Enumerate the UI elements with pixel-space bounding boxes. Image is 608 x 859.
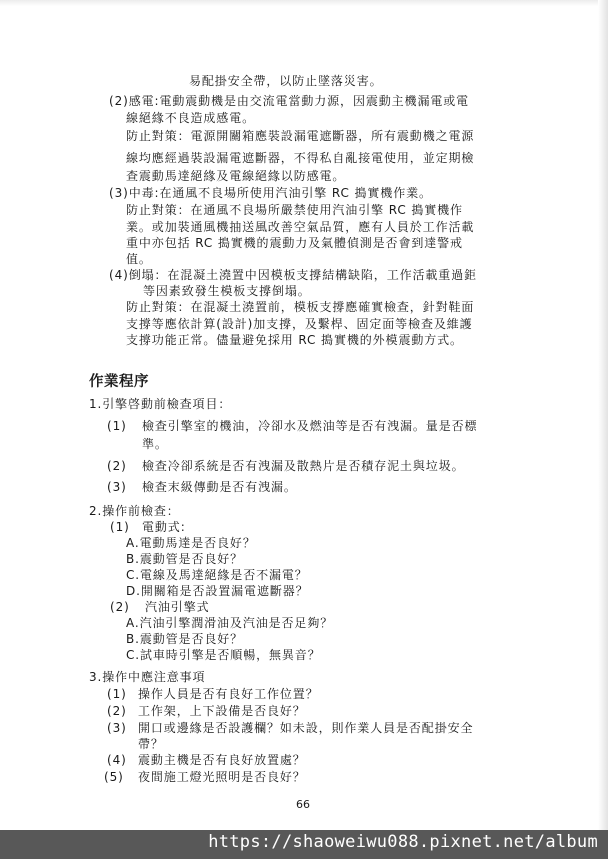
watermark-bar [0,830,608,859]
check-item: 工作架，上下設備是否良好？ [138,704,306,718]
check-item: 夜間施工燈光照明是否良好？ [138,770,306,784]
text-line: 線均應經過裝設漏電遮斷器，不得私自亂接電使用，並定期檢 [126,151,475,165]
section-2-title: 2.操作前檢查： [89,504,180,518]
item-number: (3) [107,721,127,735]
group-gasoline: 汽油引擎式 [145,600,210,614]
text-line: 易配掛安全帶，以防止墜落災害。 [189,74,383,88]
text-line: 查震動馬達絕緣及電線絕緣以防感電。 [126,169,346,183]
section-3-title: 3.操作中應注意事項 [89,670,206,684]
check-item: B.震動管是否良好？ [126,552,244,566]
check-item-cont: 準。 [142,437,168,451]
check-item: 檢查冷卻系統是否有洩漏及散熱片是否積存泥土與垃圾。 [142,459,465,473]
watermark-url: https://shaoweiwu088.pixnet.net/album [208,832,598,852]
text-line: 支撐等應依計算(設計)加支撐，及繫桿、固定面等檢查及維護 [126,317,473,331]
hazard-electric-shock: (2)感電:電動震動機是由交流電當動力源，因震動主機漏電或電 [109,94,470,108]
check-item: 檢查引擎室的機油，冷卻水及燃油等是否有洩漏。量是否標 [142,419,478,433]
check-item: 開口或邊緣是否設護欄？如未設，則作業人員是否配掛安全 [138,721,474,735]
countermeasure-poisoning: 防止對策：在通風不良場所嚴禁使用汽油引擎 RC 搗實機作 [126,203,463,217]
check-item: A.電動馬達是否良好？ [126,536,256,550]
check-item: D.開關箱是否設置漏電遮斷器？ [126,584,309,598]
scan-shadow-top [0,0,608,6]
text-line: 重中亦包括 RC 搗實機的震動力及氣體偵測是否會到達警戒 [126,236,463,250]
check-item: C.電線及馬達絕緣是否不漏電？ [126,568,308,582]
countermeasure-electric-shock: 防止對策：電源開關箱應裝設漏電遮斷器，所有震動機之電源 [126,129,475,143]
item-number: (4) [107,753,127,767]
check-item: A.汽油引擎潤滑油及汽油是否足夠？ [126,616,334,630]
page-number: 66 [296,798,310,811]
check-item: 震動主機是否有良好放置處？ [138,753,306,767]
check-item: C.試車時引擎是否順暢，無異音？ [126,648,321,662]
item-number: (2) [110,600,130,614]
text-line: 等因素致發生模板支撐倒塌。 [143,284,311,298]
countermeasure-collapse: 防止對策：在混凝土澆置前，模板支撐應確實檢查，針對鞋面 [126,300,475,314]
item-number: (2) [107,704,127,718]
item-number: (3) [107,480,127,494]
section-1-title: 1.引擎啓動前檢查項目： [89,397,232,411]
hazard-poisoning: (3)中毒:在通風不良場所使用汽油引擎 RC 搗實機作業。 [109,186,432,200]
check-item: 檢查末級傳動是否有洩漏。 [142,480,297,494]
group-electric: 電動式: [142,520,186,534]
check-item: 操作人員是否有良好工作位置？ [138,687,319,701]
text-line: 值。 [126,252,152,266]
check-item: B.震動管是否良好？ [126,632,244,646]
section-heading: 作業程序 [89,374,149,390]
item-number: (1) [107,419,127,433]
scan-shadow-right [598,0,608,830]
item-number: (2) [107,459,127,473]
text-line: 業。或加裝通風機抽送風改善空氣品質，應有人員於工作活載 [126,220,475,234]
item-number: (1) [107,687,127,701]
item-number: (5) [104,770,124,784]
text-line: 線絕緣不良造成感電。 [126,111,256,125]
text-line: 支撐功能正常。儘量避免採用 RC 搗實機的外模震動方式。 [126,333,463,347]
hazard-collapse: (4)倒塌：在混凝土澆置中因模板支撐結構缺陷，工作活載重過鉅 [109,268,478,282]
check-item-cont: 帶？ [138,737,164,751]
item-number: (1) [110,520,130,534]
